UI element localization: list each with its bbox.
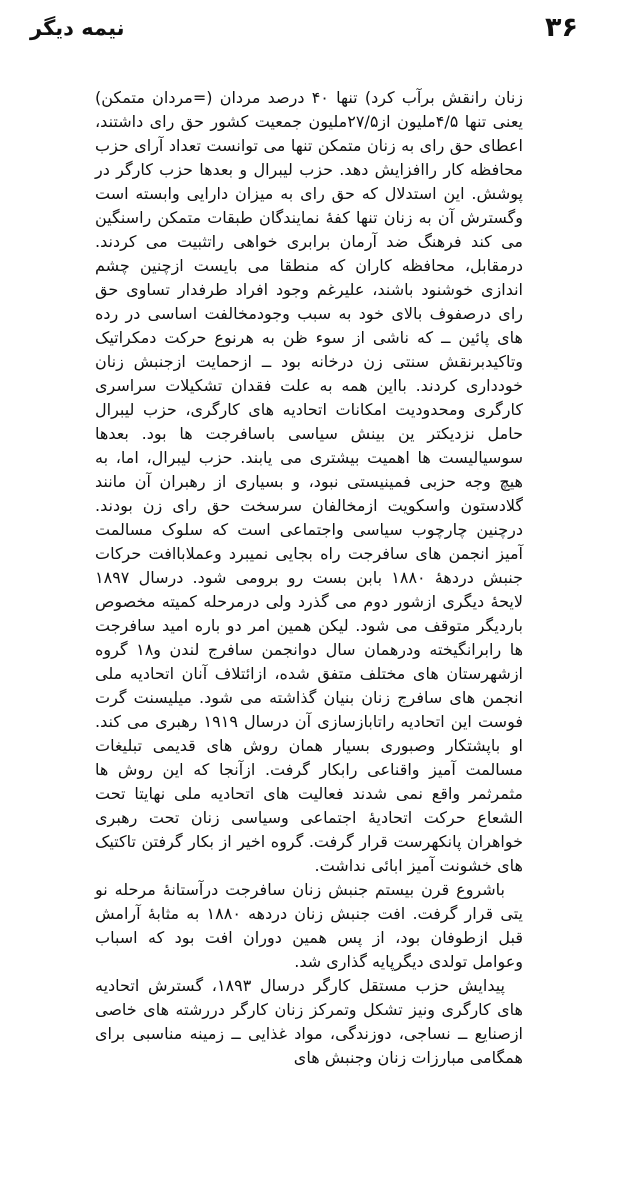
paragraph: پیدایش حزب مستقل کارگر درسال ۱۸۹۳، گسترش اتحادیه های کارگری ونیز تشکل وتمرکز زنان کارگر دررشته های خاصی ازصنایع ــ نساجی، دوزندگی، مواد غذایی ــ زمینه مناسبی برای همگامی مبارزات زنان وجنبش های [95,976,523,1067]
body-text [95,86,523,1070]
paragraph: زنان رانقش برآب کرد) تنها ۴۰ درصد مردان (=مردان متمکن) یعنی تنها ۴/۵ملیون از۲۷/۵ملیون جمعیت کشور حق رای داشتند، اعطای حق رای به زنان متمکن تنها می توانست تعداد آرای حزب محافظه کار راافزایش دهد. حزب لیبرال و بعدها حزب کارگر در پوشش. این استدلال که حق رای به میزان دارایی وابسته است وگسترش آن به زنان تنها کفهٔ نمایندگان طبقات متمکن راسنگین می کند فرهنگ ضد آرمان برابری خواهی راتثبیت می کردند. درمقابل، محافظه کاران که منطقا می بایست ازچنین چشم اندازی خوشنود باشند، علیرغم وجود افراد طرفدار تساوی حق رای درصفوف بالای خود به سبب وجودمخالفت اساسی در رده های پائین ــ که ناشی از سوء ظن به هرنوع حرکت دمکراتیک وتاکیدبرنقش سنتی زن درخانه بود ــ ازحمایت ازجنبش زنان خودداری کردند. بااین همه به علت فقدان تشکیلات سراسری کارگری ومحدودیت امکانات اتحادیه های کارگری، حزب لیبرال حامل نزدیکتر ین بینش سیاسی باسافرجت ها بود. بعدها سوسیالیست ها اهمیت بیشتری می یابند. حزب لیبرال، اما، به هیچ وجه حزبی فمینیستی نبود، و بسیاری از رهبران آن مانند گلادستون واسکویت ازمخالفان سرسخت حق رای زن بودند. درچنین چارچوب سیاسی واجتماعی است که سلوک مسالمت آمیز انجمن های سافرجت راه بجایی نمیبرد وعملاباافت حرکات جنبش دردههٔ ۱۸۸۰ بابن بست رو برومی شود. درسال ۱۸۹۷ لایحهٔ دیگری ازشور دوم می گذرد ولی درمرحله کمیته مخصوص باردیگر متوقف می شود. لیکن همین امر دو باره امید سافرجت ها رابرانگیخته ودرهمان سال دوانجمن سافرج لندن و۱۸ گروه ازشهرستان های مختلف متفق شده، ازائتلاف آنان اتحادیه ملی انجمن های سافرج زنان بنیان گذاشته می شود. میلیسنت گرت فوست این اتحادیه راتابازسازی آن درسال ۱۹۱۹ رهبری می کند. او باپشتکار وصبوری بسیار همان روش های قدیمی تبلیغات مسالمت آمیز واقناعی رابکار گرفت. ازآنجا که این روش ها مثمرثمر واقع نمی شدند فعالیت های اتحادیه ملی نهایتا تحت الشعاع حرکت اتحادیهٔ اجتماعی وسیاسی زنان تحت رهبری خواهران پانکهرست قرار گرفت. گروه اخیر از بکار گرفتن تاکتیک های خشونت آمیز ابائی نداشت. [95,88,524,875]
page-number: ۳۶ [545,12,578,43]
paragraph: باشروع قرن بیستم جنبش زنان سافرجت درآستانهٔ مرحله نو یتی قرار گرفت. افت جنبش زنان دردهه ۱۸۸۰ به مثابهٔ آرامش قبل ازطوفان بود، از پس همین دوران افت بود که اسباب وعوامل تولدی دیگرپایه گذاری شد. [95,880,523,971]
page-header [30,8,578,48]
running-title: نیمه دیگر [30,16,125,40]
